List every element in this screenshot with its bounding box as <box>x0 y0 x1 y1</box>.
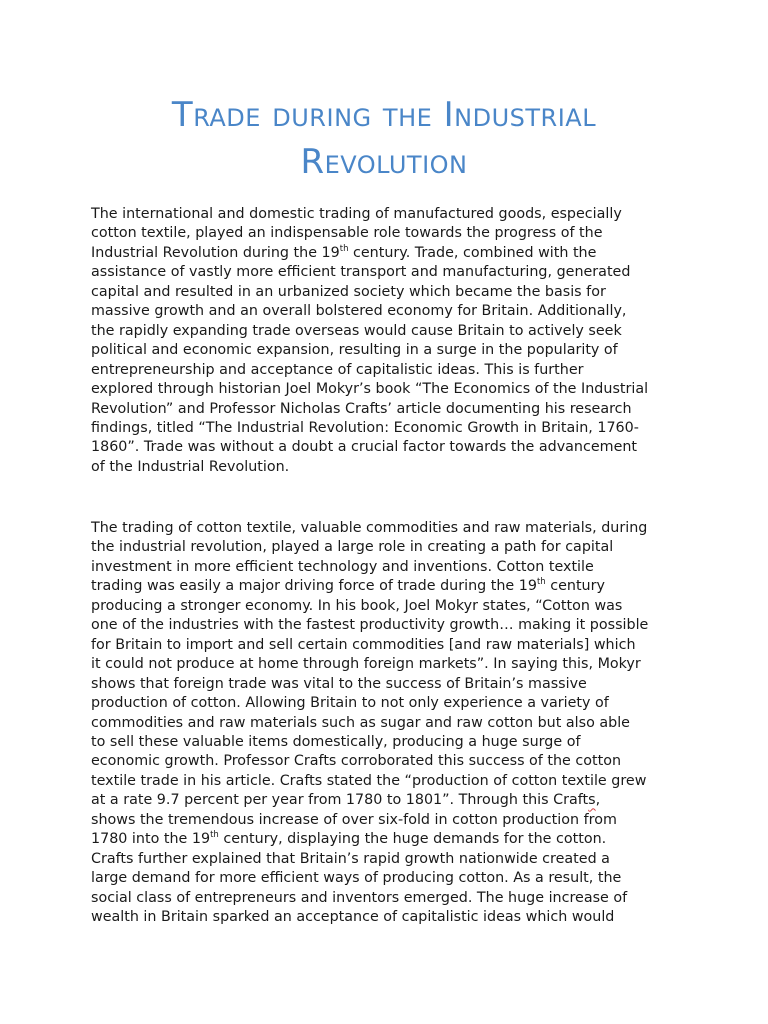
text-segment: explored through historian Joel Mokyr’s book “The Economics of the Industrial <box>91 381 649 398</box>
text-line <box>91 400 691 419</box>
text-line <box>91 538 691 557</box>
text-line <box>91 616 691 635</box>
text-segment: shows the tremendous increase of over six-fold in cotton production from <box>91 811 617 828</box>
text-line <box>91 636 691 655</box>
text-line <box>91 302 691 321</box>
text-line <box>91 419 691 438</box>
text-segment: it could not produce at home through foreign markets”. In saying this, Mokyr <box>91 656 641 673</box>
text-line <box>91 655 691 674</box>
text-segment: 1860”. Trade was without a doubt a crucial factor towards the advancement <box>91 439 638 456</box>
text-line <box>91 380 691 399</box>
text-segment: findings, titled “The Industrial Revolution: Economic Growth in Britain, 1760- <box>91 419 639 436</box>
text-segment: Revolution” and Professor Nicholas Crafts’ article documenting his research <box>91 400 632 417</box>
text-segment: wealth in Britain sparked an acceptance of capitalistic ideas which would <box>91 909 615 926</box>
text-line <box>91 850 691 869</box>
text-segment: cotton textile, played an indispensable role towards the progress of the <box>91 225 603 242</box>
text-segment: textile trade in his article. Crafts stated the “production of cotton textile grew <box>91 772 647 789</box>
text-segment: century, displaying the huge demands for the cotton. <box>218 831 607 848</box>
text-segment: social class of entrepreneurs and inventors emerged. The huge increase of <box>91 889 628 906</box>
text-line <box>91 908 691 927</box>
text-segment: to sell these valuable items domestically, producing a huge surge of <box>91 733 581 750</box>
superscript: th <box>210 830 219 841</box>
text-segment: at a rate 9.7 percent per year from 1780 to 1801”. Through this Craft <box>91 792 589 809</box>
text-line <box>91 772 691 791</box>
text-line <box>91 438 691 457</box>
text-segment: the rapidly expanding trade overseas would cause Britain to actively seek <box>91 322 622 339</box>
text-line <box>91 361 691 380</box>
text-segment: The trading of cotton textile, valuable commodities and raw materials, during <box>91 520 648 536</box>
text-line <box>91 752 691 771</box>
text-line <box>91 597 691 616</box>
text-segment: century. Trade, combined with the <box>348 244 597 261</box>
text-line <box>91 263 691 282</box>
text-line <box>91 322 691 341</box>
spellcheck-flag: s <box>588 792 596 809</box>
text-segment: the industrial revolution, played a large role in creating a path for capital <box>91 539 614 556</box>
text-segment: one of the industries with the fastest productivity growth… making it possible <box>91 617 649 634</box>
text-line <box>91 458 691 477</box>
title-line: Trade during the Industrial <box>171 95 597 135</box>
text-line <box>91 714 691 733</box>
text-segment: producing a stronger economy. In his book, Joel Mokyr states, “Cotton was <box>91 597 623 614</box>
text-segment: for Britain to import and sell certain commodities [and raw materials] which <box>91 636 636 653</box>
text-segment: assistance of vastly more efficient transport and manufacturing, generated <box>91 264 631 281</box>
text-segment: century <box>545 578 605 595</box>
text-line <box>91 558 691 577</box>
text-segment: entrepreneurship and acceptance of capitalistic ideas. This is further <box>91 361 584 378</box>
text-segment: economic growth. Professor Crafts corroborated this success of the cotton <box>91 753 622 770</box>
text-line <box>91 791 691 810</box>
superscript: th <box>339 243 349 254</box>
text-segment: production of cotton. Allowing Britain to not only experience a variety of <box>91 695 609 712</box>
superscript: th <box>536 577 546 588</box>
text-line <box>91 283 691 302</box>
text-segment: of the Industrial Revolution. <box>91 458 290 475</box>
text-line <box>91 675 691 694</box>
text-line <box>91 341 691 360</box>
text-segment: Industrial Revolution during the 19 <box>91 244 340 261</box>
text-segment: capital and resulted in an urbanized society which became the basis for <box>91 283 606 300</box>
text-line <box>91 519 691 538</box>
text-line <box>91 811 691 830</box>
text-segment: The international and domestic trading of manufactured goods, especially <box>91 206 622 222</box>
document-title <box>60 92 708 186</box>
text-segment: investment in more efficient technology and inventions. Cotton textile <box>91 558 594 575</box>
text-line <box>91 733 691 752</box>
text-line <box>91 869 691 888</box>
text-line <box>91 694 691 713</box>
text-line <box>91 889 691 908</box>
text-segment: political and economic expansion, resulting in a surge in the popularity of <box>91 342 618 359</box>
text-segment: commodities and raw materials such as sugar and raw cotton but also able <box>91 714 630 731</box>
title-line: Revolution <box>300 142 468 182</box>
text-line <box>91 205 691 224</box>
text-segment: massive growth and an overall bolstered economy for Britain. Additionally, <box>91 303 627 320</box>
text-segment: trading was easily a major driving force of trade during the 19 <box>91 578 537 595</box>
text-line <box>91 830 691 849</box>
paragraph-2 <box>91 519 691 928</box>
text-segment: shows that foreign trade was vital to the success of Britain’s massive <box>91 675 587 692</box>
text-segment: 1780 into the 19 <box>91 831 211 848</box>
text-line <box>91 224 691 243</box>
text-line <box>91 244 691 263</box>
text-segment: large demand for more efficient ways of producing cotton. As a result, the <box>91 870 622 887</box>
text-segment: , <box>595 792 601 809</box>
paragraph-1 <box>91 205 691 477</box>
text-line <box>91 577 691 596</box>
text-segment: Crafts further explained that Britain’s rapid growth nationwide created a <box>91 850 610 867</box>
